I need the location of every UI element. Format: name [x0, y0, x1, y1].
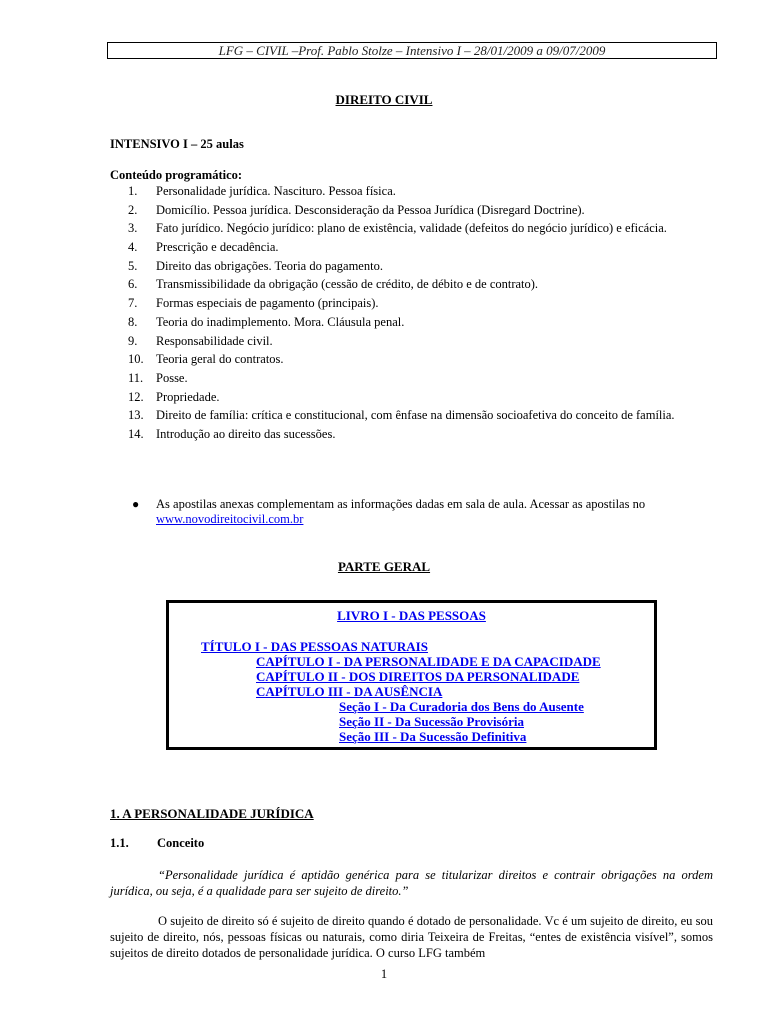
list-item: 3. Fato jurídico. Negócio jurídico: plano de existência, validade (defeitos do negócio jurídico) e eficácia. [128, 221, 667, 236]
list-item: 8. Teoria do inadimplemento. Mora. Cláusula penal. [128, 314, 405, 329]
definition-quote: “Personalidade jurídica é aptidão genérica para se titularizar direitos e contrair obrigações na ordem jurídica, ou seja, é a qualidade para ser sujeito de direito.” [110, 868, 713, 898]
list-item: 2. Domicílio. Pessoa jurídica. Desconsideração da Pessoa Jurídica (Disregard Doctrine). [128, 202, 585, 217]
bullet-note [110, 497, 720, 527]
toc-capitulo-3-link[interactable]: CAPÍTULO III - DA AUSÊNCIA [256, 684, 443, 699]
list-item: 14. Introdução ao direito das sucessões. [128, 426, 336, 441]
body-paragraph: O sujeito de direito só é sujeito de direito quando é dotado de personalidade. Vc é um sujeito de direito, eu sou sujeito de direito, nós, pessoas físicas ou naturais, como diria Teixeira de Freitas, “entes de existência visível”, somos sujeitos de direito dotados de personalidade jurídica. O curso LFG também [110, 914, 713, 960]
toc-capitulo-1-link[interactable]: CAPÍTULO I - DA PERSONALIDADE E DA CAPACIDADE [256, 654, 601, 669]
subsection-number: 1.1. [110, 836, 129, 850]
list-item: 1. Personalidade jurídica. Nascituro. Pessoa física. [128, 184, 396, 198]
program-heading: Conteúdo programático: [110, 168, 243, 182]
document-title: DIREITO CIVIL [335, 92, 433, 107]
toc-titulo-link[interactable]: TÍTULO I - DAS PESSOAS NATURAIS [201, 639, 428, 654]
toc-livro-link[interactable]: LIVRO I - DAS PESSOAS [337, 608, 486, 623]
bullet-icon: ● [132, 497, 140, 511]
list-item: 9. Responsabilidade civil. [128, 333, 273, 348]
list-item: 13. Direito de família: crítica e constitucional, com ênfase na dimensão socioafetiva do conceito de família. [128, 408, 675, 423]
toc-capitulo-2-link[interactable]: CAPÍTULO II - DOS DIREITOS DA PERSONALIDADE [256, 669, 580, 684]
toc-secao-2-link[interactable]: Seção II - Da Sucessão Provisória [339, 714, 525, 729]
bullet-text: As apostilas anexas complementam as informações dadas em sala de aula. Acessar as apostilas no [156, 497, 646, 511]
table-of-contents [166, 600, 657, 750]
program-list [110, 184, 720, 446]
page-number: 1 [380, 967, 388, 981]
section-heading: 1. A PERSONALIDADE JURÍDICA [110, 806, 314, 821]
subsection-title: Conceito [157, 836, 205, 850]
part-title: PARTE GERAL [337, 559, 431, 574]
list-item: 12. Propriedade. [128, 389, 220, 404]
list-item: 7. Formas especiais de pagamento (principais). [128, 296, 379, 311]
website-link[interactable]: www.novodireitocivil.com.br [156, 512, 304, 526]
list-item: 6. Transmissibilidade da obrigação (cessão de crédito, de débito e de contrato). [128, 277, 539, 292]
list-item: 4. Prescrição e decadência. [128, 240, 279, 255]
toc-secao-1-link[interactable]: Seção I - Da Curadoria dos Bens do Ausente [339, 699, 584, 714]
page-header: LFG – CIVIL –Prof. Pablo Stolze – Intensivo I – 28/01/2009 a 09/07/2009 [107, 42, 717, 59]
list-item: 5. Direito das obrigações. Teoria do pagamento. [128, 258, 383, 273]
toc-secao-3-link[interactable]: Seção III - Da Sucessão Definitiva [339, 729, 527, 744]
course-subtitle: INTENSIVO I – 25 aulas [110, 137, 244, 151]
list-item: 10. Teoria geral do contratos. [128, 352, 284, 367]
list-item: 11. Posse. [128, 370, 188, 385]
